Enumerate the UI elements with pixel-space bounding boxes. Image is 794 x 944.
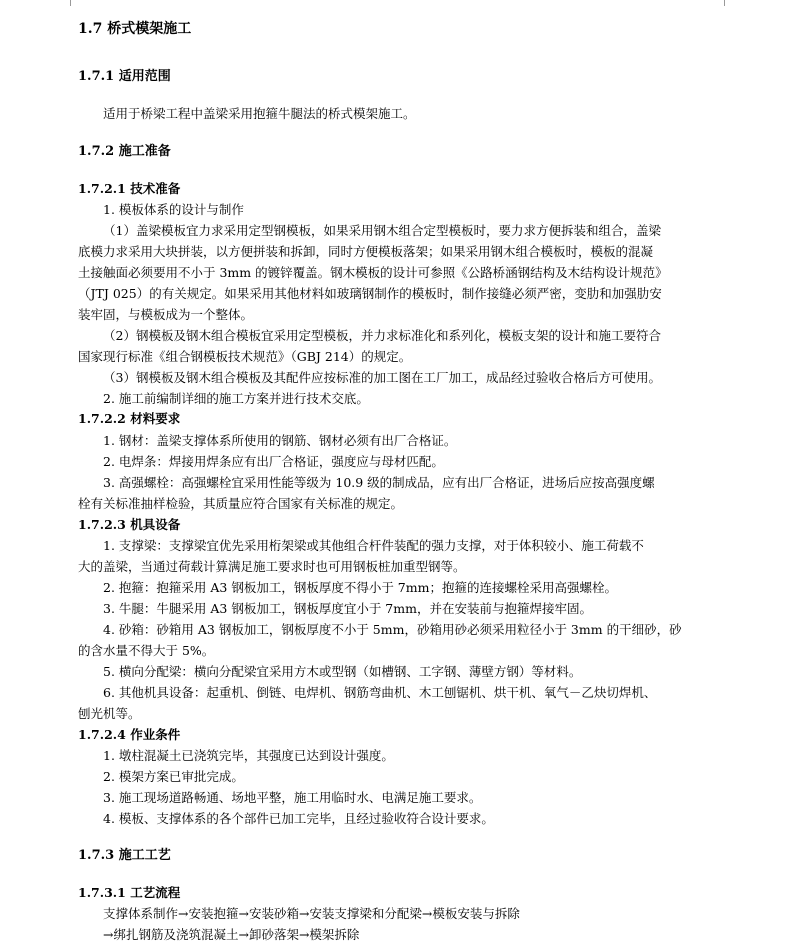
text-line: 1. 钢材：盖梁支撑体系所使用的钢筋、钢材必须有出厂合格证。: [103, 433, 457, 448]
process-flow-line: →绑扎钢筋及浇筑混凝土→卸砂落架→模架拆除: [103, 927, 360, 942]
text-line: （1）盖梁模板宜力求采用定型钢模板，如果采用钢木组合定型模板时，要力求方便拆装和组合，盖梁: [103, 223, 661, 238]
text-line: 4. 砂箱：砂箱用 A3 钢板加工，钢板厚度不小于 5mm，砂箱用砂必须采用粒径小于 3mm 的干细砂，砂: [103, 622, 682, 637]
paragraph-171: 适用于桥梁工程中盖梁采用抱箍牛腿法的桥式模架施工。: [103, 106, 416, 121]
subsection-title-173: 1.7.3 施工工艺: [78, 848, 171, 863]
subsubsection-title-1724: 1.7.2.4 作业条件: [78, 727, 181, 742]
text-line: 6. 其他机具设备：起重机、倒链、电焊机、钢筋弯曲机、木工刨锯机、烘干机、氧气－乙炔切焊机、: [103, 685, 657, 700]
text-line: 底模力求采用大块拼装，以方便拼装和拆卸，同时方便模板落架；如果采用钢木组合模板时，模板的混凝: [78, 244, 654, 259]
subsubsection-title-1723: 1.7.2.3 机具设备: [78, 517, 181, 532]
subsection-title-172: 1.7.2 施工准备: [78, 144, 171, 159]
page-corner-mark-left: [70, 0, 71, 6]
text-line: 3. 高强螺栓：高强螺栓宜采用性能等级为 10.9 级的制成品，应有出厂合格证，进场后应按高强度螺: [103, 475, 655, 490]
subsubsection-title-1722: 1.7.2.2 材料要求: [78, 411, 181, 426]
text-line: 3. 牛腿：牛腿采用 A3 钢板加工，钢板厚度宜小于 7mm，并在安装前与抱箍焊接牢固。: [103, 601, 592, 616]
text-line: 1. 模板体系的设计与制作: [103, 202, 244, 217]
process-flow-line: 支撑体系制作→安装抱箍→安装砂箱→安装支撑梁和分配梁→模板安装与拆除: [103, 906, 520, 921]
text-line: 2. 施工前编制详细的施工方案并进行技术交底。: [103, 391, 369, 406]
text-line: 栓有关标准抽样检验，其质量应符合国家有关标准的规定。: [78, 496, 404, 511]
text-line: 的含水量不得大于 5%。: [78, 643, 215, 658]
page-corner-mark-right: [724, 0, 725, 6]
text-line: （2）钢模板及钢木组合模板宜采用定型模板，并力求标准化和系列化，模板支架的设计和施工要符合: [103, 328, 661, 343]
text-line: 2. 电焊条：焊接用焊条应有出厂合格证，强度应与母材匹配。: [103, 454, 444, 469]
subsubsection-title-1721: 1.7.2.1 技术准备: [78, 181, 181, 196]
subsection-title-171: 1.7.1 适用范围: [78, 69, 171, 84]
text-line: 装牢固，与模板成为一个整体。: [78, 307, 254, 322]
text-line: 1. 墩柱混凝土已浇筑完毕，其强度已达到设计强度。: [103, 748, 394, 763]
text-line: 2. 抱箍：抱箍采用 A3 钢板加工，钢板厚度不得小于 7mm；抱箍的连接螺栓采用高强螺栓。: [103, 580, 617, 595]
text-line: 土接触面必须要用不小于 3mm 的镀锌覆盖。钢木模板的设计可参照《公路桥涵钢结构及木结构设计规范》: [78, 265, 668, 280]
text-line: 4. 模板、支撑体系的各个部件已加工完毕，且经过验收符合设计要求。: [103, 811, 494, 826]
text-line: （JTJ 025）的有关规定。如果采用其他材料如玻璃钢制作的模板时，制作接缝必须严密，变肋和加强肋安: [78, 286, 662, 301]
text-line: 3. 施工现场道路畅通、场地平整，施工用临时水、电满足施工要求。: [103, 790, 482, 805]
text-line: 2. 模架方案已审批完成。: [103, 769, 244, 784]
section-title: 1.7 桥式模架施工: [78, 21, 192, 37]
text-line: 1. 支撑梁：支撑梁宜优先采用桁架梁或其他组合杆件装配的强力支撑，对于体积较小、施工荷载不: [103, 538, 644, 553]
text-line: 刨光机等。: [78, 706, 141, 721]
text-line: 5. 横向分配梁：横向分配梁宜采用方木或型钢（如槽钢、工字钢、薄壁方钢）等材料。: [103, 664, 582, 679]
text-line: 国家现行标准《组合钢模板技术规范》（GBJ 214）的规定。: [78, 349, 412, 364]
text-line: （3）钢模板及钢木组合模板及其配件应按标准的加工图在工厂加工，成品经过验收合格后方可使用。: [103, 370, 661, 385]
text-line: 大的盖梁，当通过荷载计算满足施工要求时也可用钢板桩加重型钢等。: [78, 559, 466, 574]
subsubsection-title-1731: 1.7.3.1 工艺流程: [78, 885, 181, 900]
